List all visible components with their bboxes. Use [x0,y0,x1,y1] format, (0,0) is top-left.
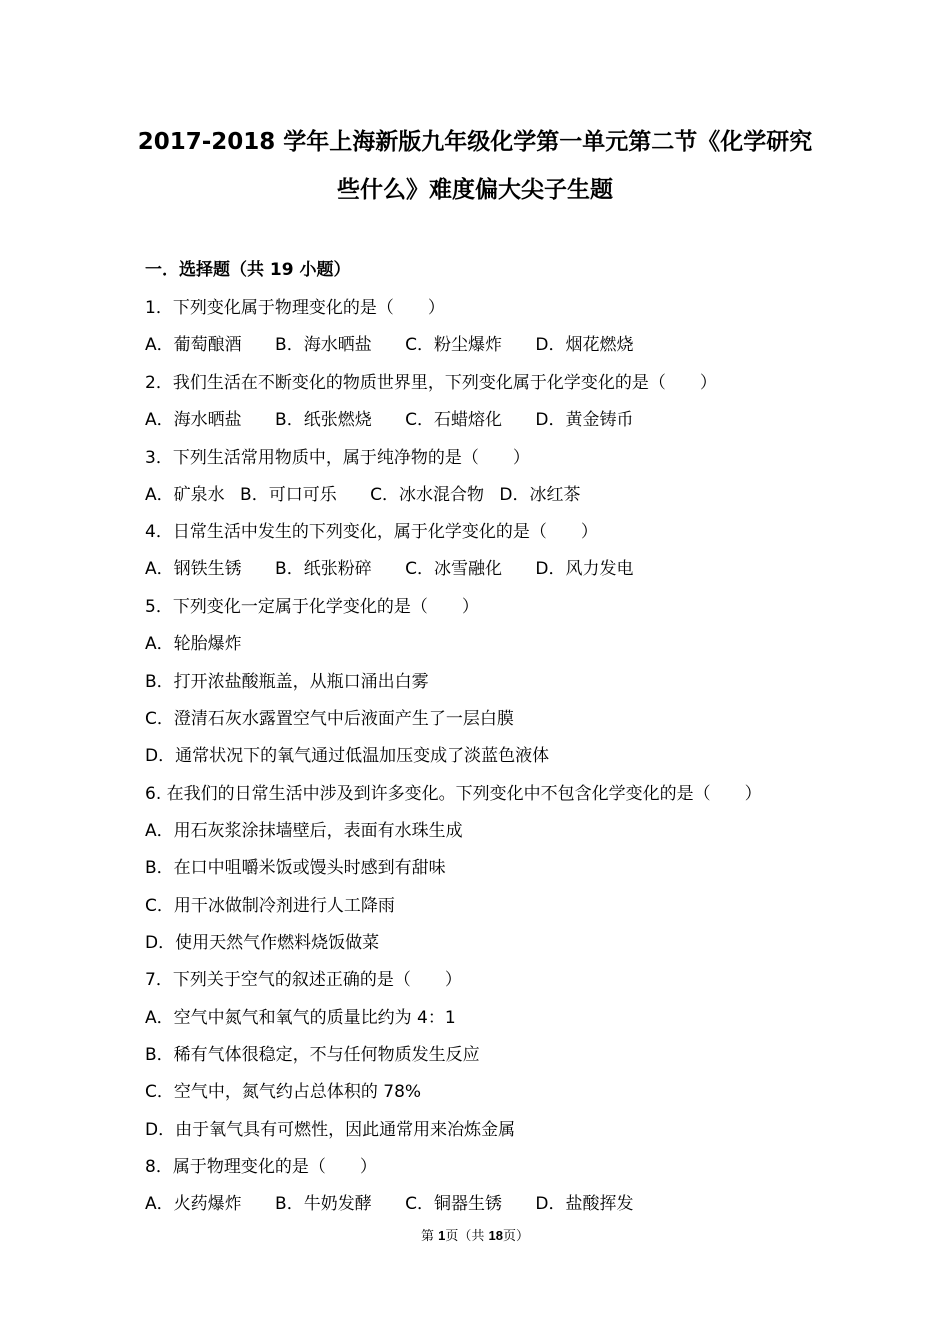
question-6-option-c: C．用干冰做制冷剂进行人工降雨 [145,896,395,916]
option-b: B．纸张粉碎 [275,559,372,579]
question-5-option-d: D．通常状况下的氧气通过低温加压变成了淡蓝色液体 [145,746,550,766]
question-7-option-d: D．由于氧气具有可燃性，因此通常用来冶炼金属 [145,1120,516,1140]
option-c: C．冰水混合物 [370,485,484,505]
footer-total-pages: 18 [488,1228,503,1243]
question-5-option-c: C．澄清石灰水露置空气中后液面产生了一层白膜 [145,709,514,729]
option-a: A．海水晒盐 [145,410,242,430]
document-title-line-2: 些什么》难度偏大尖子生题 [337,177,613,203]
option-a: A．火药爆炸 [145,1194,242,1214]
question-3-stem: 3．下列生活常用物质中，属于纯净物的是（ ） [145,448,530,468]
question-6-option-d: D．使用天然气作燃料烧饭做菜 [145,933,380,953]
option-d: D．冰红茶 [499,485,581,505]
question-5-option-b: B．打开浓盐酸瓶盖，从瓶口涌出白雾 [145,672,429,692]
option-c: C．粉尘爆炸 [405,335,502,355]
option-c: C．铜器生锈 [405,1194,502,1214]
question-1-options [145,333,662,357]
question-6-option-a: A．用石灰浆涂抹墙壁后，表面有水珠生成 [145,821,463,841]
option-d: D．烟花燃烧 [535,335,634,355]
question-3-options [145,483,591,507]
footer-prefix: 第 [421,1229,439,1244]
option-a: A．钢铁生锈 [145,559,242,579]
question-8-options [145,1192,662,1216]
option-c: C．冰雪融化 [405,559,502,579]
option-a: A．葡萄酿酒 [145,335,242,355]
page-footer [0,1225,950,1244]
question-1-stem: 1．下列变化属于物理变化的是（ ） [145,298,445,318]
question-7-option-b: B．稀有气体很稳定，不与任何物质发生反应 [145,1045,480,1065]
option-b: B．海水晒盐 [275,335,372,355]
question-5-option-a: A．轮胎爆炸 [145,634,242,654]
option-a: A．矿泉水 [145,485,225,505]
question-4-stem: 4．日常生活中发生的下列变化，属于化学变化的是（ ） [145,522,598,542]
question-7-option-a: A．空气中氮气和氧气的质量比约为 4：1 [145,1008,456,1028]
question-4-options [145,557,662,581]
footer-page-number: 1 [438,1228,446,1243]
question-6-stem: 6. 在我们的日常生活中涉及到许多变化。下列变化中不包含化学变化的是（ ） [145,784,762,804]
option-b: B．牛奶发酵 [275,1194,372,1214]
footer-suffix: 页） [502,1229,529,1244]
question-6-option-b: B．在口中咀嚼米饭或馒头时感到有甜味 [145,858,446,878]
option-d: D．风力发电 [535,559,634,579]
question-5-stem: 5．下列变化一定属于化学变化的是（ ） [145,597,479,617]
footer-middle: 页（共 [445,1229,489,1244]
question-7-stem: 7．下列关于空气的叙述正确的是（ ） [145,970,462,990]
option-d: D．盐酸挥发 [535,1194,634,1214]
document-title-line-1: 2017-2018 学年上海新版九年级化学第一单元第二节《化学研究 [137,129,813,155]
option-b: B．纸张燃烧 [275,410,372,430]
option-c: C．石蜡熔化 [405,410,502,430]
question-7-option-c: C．空气中，氮气约占总体积的 78% [145,1082,422,1102]
section-heading: 一．选择题（共 19 小题） [145,260,351,280]
question-2-stem: 2．我们生活在不断变化的物质世界里，下列变化属于化学变化的是（ ） [145,373,717,393]
question-8-stem: 8．属于物理变化的是（ ） [145,1157,377,1177]
question-2-options [145,408,662,432]
option-d: D．黄金铸币 [535,410,634,430]
option-b: B．可口可乐 [240,485,337,505]
